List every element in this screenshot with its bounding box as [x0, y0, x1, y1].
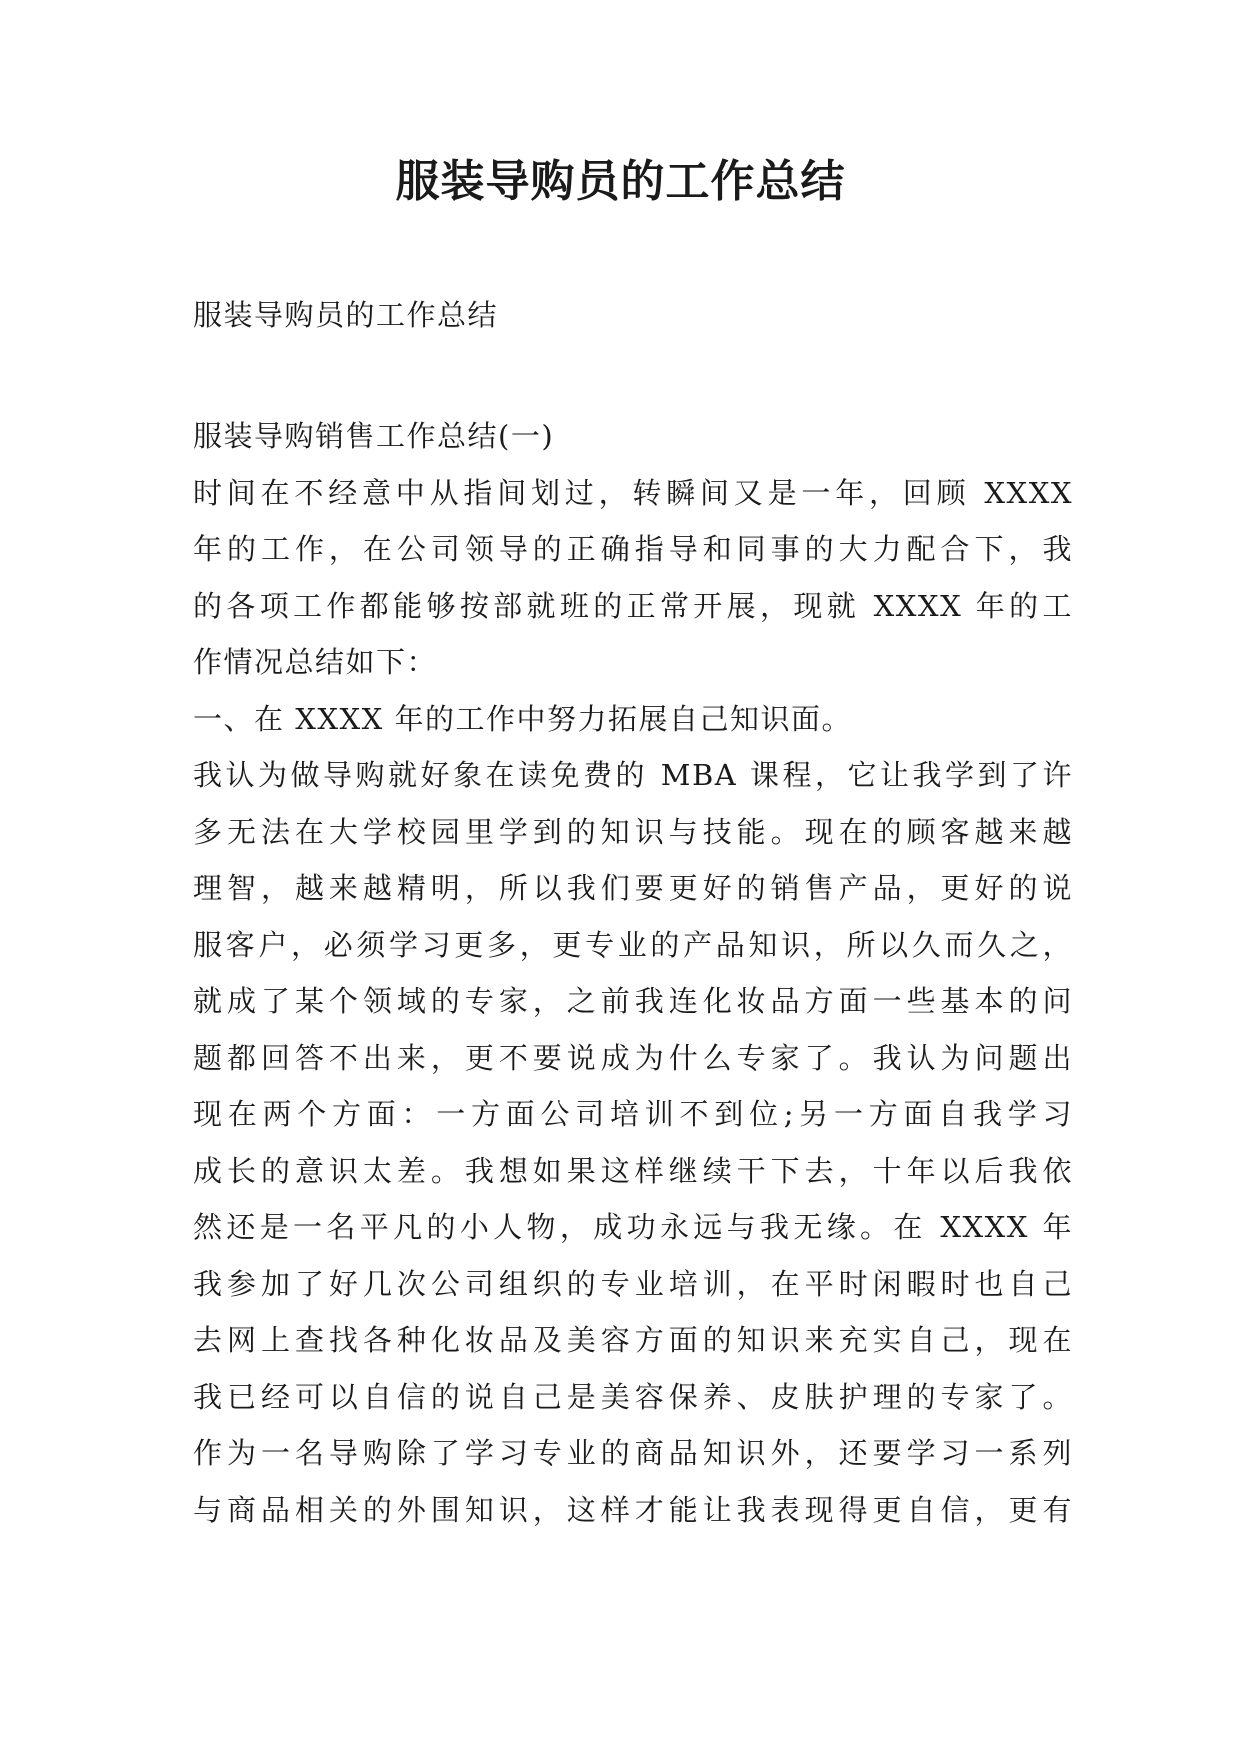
body-line: 多无法在大学校园里学到的知识与技能。现在的顾客越来越 — [193, 814, 1073, 849]
body-line: 时间在不经意中从指间划过，转瞬间又是一年，回顾 XXXX — [193, 475, 1073, 510]
body-line: 成长的意识太差。我想如果这样继续干下去，十年以后我依 — [193, 1153, 1073, 1188]
body-line: 理智，越来越精明，所以我们要更好的销售产品，更好的说 — [193, 871, 1073, 905]
body-line: 作情况总结如下： — [193, 645, 438, 679]
body-line: 一、在 XXXX 年的工作中努力拓展自己知识面。 — [193, 701, 853, 736]
body-line: 就成了某个领域的专家，之前我连化妆品方面一些基本的问 — [193, 984, 1073, 1018]
document-title: 服装导购员的工作总结 — [395, 156, 846, 207]
document-body — [193, 408, 1073, 1538]
body-line: 服客户，必须学习更多，更专业的产品知识，所以久而久之， — [193, 927, 1073, 962]
body-line: 作为一名导购除了学习专业的商品知识外，还要学习一系列 — [193, 1436, 1073, 1470]
body-line: 年的工作，在公司领导的正确指导和同事的大力配合下，我 — [193, 532, 1073, 566]
body-line: 我认为做导购就好象在读免费的 MBA 课程，它让我学到了许 — [193, 758, 1073, 792]
body-line: 去网上查找各种化妆品及美容方面的知识来充实自己，现在 — [193, 1323, 1073, 1357]
body-line: 服装导购销售工作总结(一) — [193, 419, 555, 453]
document-subtitle: 服装导购员的工作总结 — [193, 298, 499, 332]
body-line: 现在两个方面：一方面公司培训不到位;另一方面自我学习 — [193, 1097, 1073, 1131]
body-line: 我已经可以自信的说自己是美容保养、皮肤护理的专家了。 — [193, 1379, 1073, 1414]
body-line: 与商品相关的外围知识，这样才能让我表现得更自信，更有 — [193, 1492, 1073, 1527]
body-line: 然还是一名平凡的小人物，成功永远与我无缘。在 XXXX 年 — [193, 1210, 1073, 1244]
body-line: 的各项工作都能够按部就班的正常开展，现就 XXXX 年的工 — [193, 588, 1073, 623]
body-line: 我参加了好几次公司组织的专业培训，在平时闲暇时也自己 — [193, 1266, 1073, 1301]
body-line: 题都回答不出来，更不要说成为什么专家了。我认为问题出 — [193, 1040, 1073, 1075]
